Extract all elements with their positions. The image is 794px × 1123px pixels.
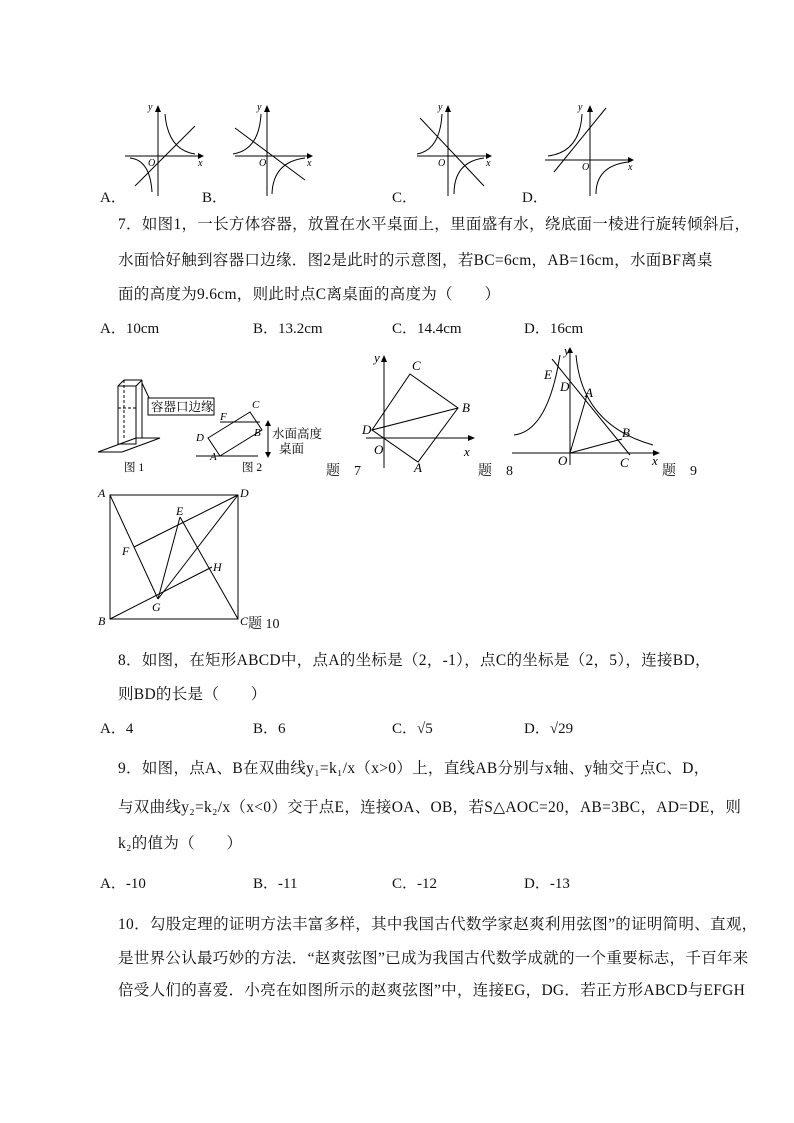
q7-line-2: 水面恰好触到容器口边缘．图2是此时的示意图，若BC=6cm，AB=16cm，水面BF离桌	[118, 252, 713, 269]
svg-text:E: E	[176, 504, 184, 518]
graph-option-a	[120, 100, 210, 200]
svg-text:x: x	[307, 158, 312, 169]
graph-option-c-label[interactable]: C．	[392, 190, 418, 206]
svg-text:H: H	[213, 560, 222, 574]
svg-text:C: C	[412, 358, 421, 373]
svg-text:B: B	[462, 400, 470, 415]
q9-option-b[interactable]: B．-11	[253, 876, 298, 892]
svg-text:C: C	[620, 455, 629, 470]
figure-7-label: 题 7	[326, 464, 361, 479]
svg-text:y: y	[257, 102, 262, 113]
svg-text:桌面: 桌面	[279, 442, 305, 456]
svg-text:D: D	[240, 486, 249, 500]
svg-text:E: E	[544, 367, 552, 382]
q7-option-d[interactable]: D．16cm	[524, 321, 584, 337]
q7-line-1: 7．如图1，一长方体容器，放置在水平桌面上，里面盛有水，绕底面一棱进行旋转倾斜后，	[118, 216, 751, 233]
q7-option-b[interactable]: B．13.2cm	[253, 321, 323, 337]
svg-text:y: y	[578, 102, 583, 113]
svg-text:C: C	[252, 399, 260, 411]
svg-text:B: B	[98, 614, 106, 628]
figure-8-label: 题 8	[478, 464, 513, 479]
svg-text:A: A	[98, 486, 106, 500]
q7-option-a[interactable]: A．10cm	[100, 321, 160, 337]
q8-line-2: 则BD的长是（ ）	[118, 686, 267, 703]
svg-text:x: x	[628, 162, 633, 173]
figure-10	[96, 485, 271, 630]
svg-text:O: O	[374, 442, 384, 457]
graph-option-d	[540, 100, 640, 200]
svg-text:y: y	[148, 102, 153, 113]
q9-option-c[interactable]: C．-12	[392, 876, 438, 892]
figure-8	[360, 350, 480, 475]
svg-text:O: O	[438, 158, 446, 169]
q9-line-3: k₂的值为（ ）	[118, 835, 243, 852]
svg-text:x: x	[464, 444, 470, 459]
q9-option-d[interactable]: D．-13	[524, 876, 570, 892]
q8-option-b[interactable]: B．6	[253, 721, 286, 737]
svg-text:F: F	[122, 544, 130, 558]
q10-line-1: 10．勾股定理的证明方法丰富多样，其中我国古代数学家赵爽利用弦图”的证明简明、直观，	[118, 916, 758, 933]
graph-option-b	[225, 100, 320, 200]
svg-text:O: O	[582, 162, 590, 173]
svg-text:B: B	[622, 425, 630, 440]
svg-text:x: x	[198, 158, 203, 169]
svg-text:A: A	[414, 460, 422, 475]
q8-option-d[interactable]: D．√29	[524, 721, 574, 737]
svg-text:C: C	[240, 614, 249, 628]
q8-line-1: 8．如图，在矩形ABCD中，点A的坐标是（2，-1），点C的坐标是（2，5），连接BD，	[118, 652, 711, 669]
graph-option-d-label[interactable]: D．	[522, 190, 548, 206]
svg-text:A: A	[585, 385, 593, 400]
svg-text:F: F	[220, 411, 227, 423]
svg-text:y: y	[374, 350, 380, 365]
svg-text:D: D	[560, 379, 570, 394]
figure-9	[508, 345, 668, 470]
svg-text:O: O	[558, 453, 568, 468]
svg-text:图 1: 图 1	[124, 462, 145, 474]
graph-option-c	[412, 100, 502, 200]
svg-text:y: y	[438, 102, 443, 113]
svg-text:G: G	[152, 600, 161, 614]
q9-line-1: 9．如图，点A、B在双曲线y₁=k₁/x（x>0）上，直线AB分别与x轴、y轴交于点C、D，	[118, 760, 710, 777]
svg-text:x: x	[652, 453, 658, 468]
svg-text:y: y	[564, 343, 570, 358]
graph-option-b-label[interactable]: B．	[202, 190, 228, 206]
figure-7	[96, 378, 346, 473]
svg-text:O: O	[148, 158, 156, 169]
figure-10-label: 题 10	[248, 617, 280, 632]
svg-text:x: x	[486, 158, 491, 169]
svg-text:B: B	[254, 427, 261, 439]
svg-text:容器口边缘: 容器口边缘	[151, 400, 214, 414]
q8-option-c[interactable]: C．√5	[392, 721, 433, 737]
q9-option-a[interactable]: A．-10	[100, 876, 146, 892]
q7-option-c[interactable]: C．14.4cm	[392, 321, 462, 337]
q8-option-a[interactable]: A．4	[100, 721, 134, 737]
q9-line-2: 与双曲线y₂=k₂/x（x<0）交于点E，连接OA、OB，若S△AOC=20，AB=3BC，AD=DE，则	[118, 799, 742, 816]
svg-text:图 2: 图 2	[242, 462, 263, 474]
svg-text:水面高度: 水面高度	[272, 427, 323, 441]
q7-line-3: 面的高度为9.6cm，则此时点C离桌面的高度为（ ）	[118, 286, 501, 303]
figure-9-label: 题 9	[662, 464, 697, 479]
svg-text:A: A	[210, 451, 217, 463]
graph-option-a-label[interactable]: A．	[100, 190, 126, 206]
svg-text:D: D	[362, 422, 372, 437]
q10-line-2: 是世界公认最巧妙的方法．“赵爽弦图”已成为我国古代数学成就的一个重要标志，千百年来	[118, 950, 749, 967]
svg-text:D: D	[196, 432, 204, 444]
svg-text:O: O	[259, 158, 267, 169]
q10-line-3: 倍受人们的喜爱．小亮在如图所示的赵爽弦图”中，连接EG，DG．若正方形ABCD与EFGH	[118, 982, 746, 999]
